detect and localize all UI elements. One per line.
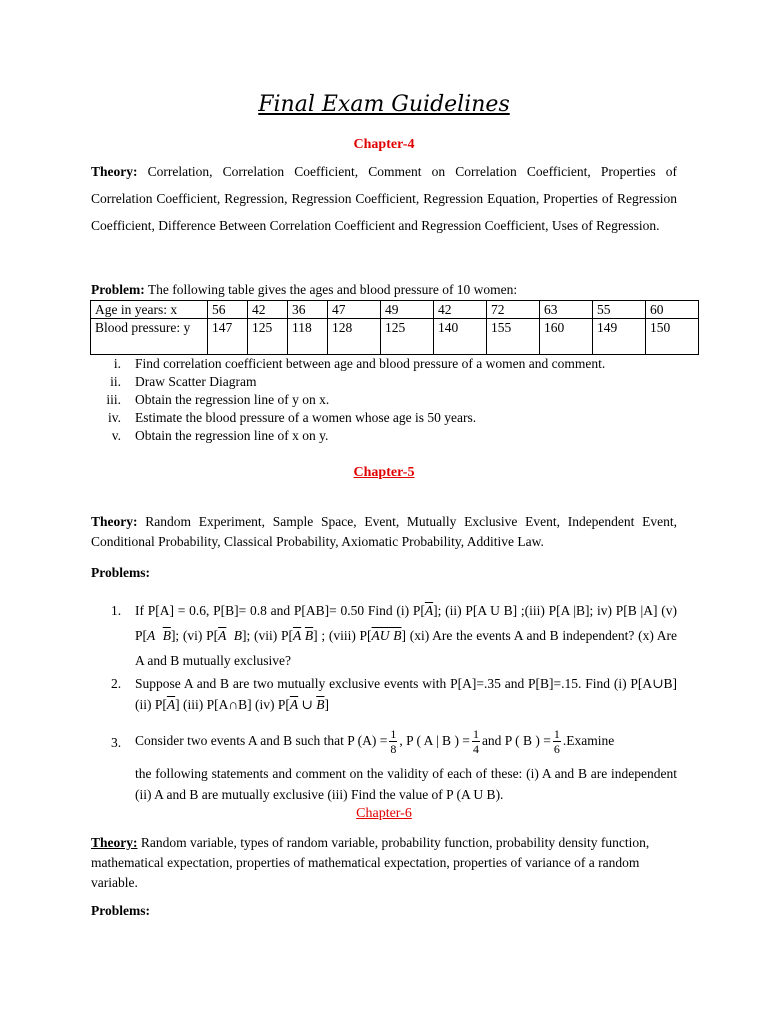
event-symbol: A bbox=[147, 628, 156, 643]
page-title: Final Exam Guidelines bbox=[258, 92, 510, 117]
denominator: 6 bbox=[553, 742, 560, 757]
item-text: Estimate the blood pressure of a women whose age is 50 years. bbox=[135, 410, 477, 425]
list-item bbox=[91, 355, 677, 373]
table-cell: 149 bbox=[593, 319, 646, 355]
age-blood-pressure-table bbox=[90, 300, 699, 355]
denominator: 8 bbox=[390, 742, 397, 757]
chapter-5-heading: Chapter-5 bbox=[353, 465, 415, 480]
theory-label: Theory: bbox=[91, 164, 138, 179]
table-row bbox=[91, 301, 699, 319]
list-item bbox=[91, 598, 677, 673]
complement-symbol: $\overline{A}$ bbox=[424, 603, 434, 618]
item-number: 3. bbox=[111, 735, 122, 750]
theory-text: Random Experiment, Sample Space, Event, Mutually Exclusive Event, Independent Event, Conditional Probability, Classical Probability, Axiomatic Probability, Additive Law. bbox=[91, 514, 678, 549]
theory-text: Random variable, types of random variable, probability function, probability density function, mathematical expectation, properties of mathematical expectation, properties of variance of a random variable. bbox=[91, 835, 650, 890]
complement-symbol: AU B bbox=[371, 628, 402, 643]
list-item bbox=[91, 391, 677, 409]
table-cell: 118 bbox=[288, 319, 328, 355]
problem-text: ] (iii) P[A bbox=[175, 697, 229, 712]
problem-text: ] ; (viii) P[ bbox=[313, 628, 372, 643]
union-symbol: ∪ bbox=[652, 676, 664, 691]
table-cell: 47 bbox=[328, 301, 381, 319]
chapter-4-theory bbox=[91, 158, 677, 239]
table-cell: 63 bbox=[540, 301, 593, 319]
problem-text: B] (iv) P[ bbox=[238, 697, 290, 712]
event-symbol: B bbox=[233, 628, 243, 643]
fraction-one-fourth bbox=[472, 727, 480, 756]
problem-label: Problem: bbox=[91, 282, 145, 297]
table-cell: 125 bbox=[381, 319, 434, 355]
problem-text: ]; (ii) P[A U B] ;(iii) P[A |B]; iv) P[B |A] (v) P[ bbox=[135, 603, 677, 643]
item-number: ii. bbox=[110, 374, 121, 389]
table-cell: 49 bbox=[381, 301, 434, 319]
table-cell: 155 bbox=[487, 319, 540, 355]
chapter-5-theory bbox=[91, 512, 677, 552]
theory-label: Theory: bbox=[91, 514, 138, 529]
table-cell: 42 bbox=[434, 301, 487, 319]
chapter-5-problem-list bbox=[91, 598, 677, 805]
table-cell: 128 bbox=[328, 319, 381, 355]
item-number: 1. bbox=[111, 603, 122, 618]
numerator: 1 bbox=[390, 727, 397, 742]
list-item bbox=[91, 673, 677, 715]
item-number: iii. bbox=[106, 392, 121, 407]
problem-text: Consider two events A and B such that P (A) = bbox=[135, 733, 388, 748]
fraction-one-eighth bbox=[389, 727, 397, 756]
union-symbol: ∪ bbox=[301, 697, 313, 712]
problem-text: .Examine bbox=[562, 733, 615, 748]
table-cell: 147 bbox=[208, 319, 248, 355]
list-item bbox=[91, 373, 677, 391]
item-number: 2. bbox=[111, 676, 122, 691]
chapter-4-heading: Chapter-4 bbox=[353, 137, 415, 152]
item-text bbox=[135, 673, 677, 715]
table-cell: 55 bbox=[593, 301, 646, 319]
table-cell: 56 bbox=[208, 301, 248, 319]
chapter-4-questions bbox=[91, 355, 677, 445]
problem-text: If P[A] = 0.6, P[B]= 0.8 and P[AB]= 0.50 Find (i) P[ bbox=[135, 603, 425, 618]
item-text: Obtain the regression line of y on x. bbox=[135, 392, 330, 407]
numerator: 1 bbox=[472, 727, 479, 742]
problem-text: ] bbox=[324, 697, 329, 712]
item-number: v. bbox=[111, 428, 121, 443]
table-row-label: Blood pressure: y bbox=[91, 319, 208, 355]
problem-text: ] (xi) Are the events A and B independent? (x) Are A and B mutually exclusive? bbox=[135, 628, 678, 668]
numerator: 1 bbox=[553, 727, 560, 742]
theory-text: Correlation, Correlation Coefficient, Comment on Correlation Coefficient, Properties of Correlation Coefficient, Regression, Regression Coefficient, Regression Equation, Properties of Regression Coefficient, Difference Between Correlation Coefficient and Regression Coefficient, Uses of Regression. bbox=[91, 164, 677, 233]
table-cell: 60 bbox=[646, 301, 699, 319]
complement-symbol: $\overline{A}$ bbox=[292, 628, 302, 643]
denominator: 4 bbox=[472, 742, 479, 757]
table-cell: 42 bbox=[248, 301, 288, 319]
chapter-6-theory bbox=[91, 833, 677, 893]
problem-text: , P ( A | B ) = bbox=[399, 733, 470, 748]
table-row-label: Age in years: x bbox=[91, 301, 208, 319]
item-text: Find correlation coefficient between age and blood pressure of a women and comment. bbox=[135, 356, 606, 371]
table-cell: 72 bbox=[487, 301, 540, 319]
complement-symbol: $\overline{A}$ bbox=[289, 697, 299, 712]
complement-symbol: $\overline{A}$ bbox=[166, 697, 176, 712]
problem-text: the following statements and comment on the validity of each of these: (i) A and B are independent (ii) A and B are mutually exclusive (iii) Find the value of P (A U B). bbox=[135, 766, 677, 802]
fraction-one-sixth bbox=[553, 727, 561, 756]
chapter-5-problems-label bbox=[91, 564, 677, 582]
item-number: iv. bbox=[108, 410, 121, 425]
chapter-6-problems-label bbox=[91, 902, 677, 920]
problem-text: B] (ii) P[ bbox=[135, 676, 677, 712]
complement-symbol: $\overline{B}$ bbox=[162, 628, 171, 643]
table-cell: 150 bbox=[646, 319, 699, 355]
item-text bbox=[135, 598, 677, 673]
complement-symbol: $\overline{A}$ bbox=[218, 628, 227, 643]
list-item bbox=[91, 723, 677, 805]
problems-label: Problems: bbox=[91, 903, 150, 918]
table-row bbox=[91, 319, 699, 355]
problem-text: Suppose A and B are two mutually exclusive events with P[A]=.35 and P[B]=.15. Find (i) P[A bbox=[135, 676, 653, 691]
chapter-4-problem bbox=[91, 281, 677, 299]
table-cell: 160 bbox=[540, 319, 593, 355]
chapter-6-heading: Chapter-6 bbox=[356, 806, 412, 821]
complement-symbol: $\overline{B}$ bbox=[304, 628, 314, 643]
table-cell: 125 bbox=[248, 319, 288, 355]
list-item bbox=[91, 427, 677, 445]
item-number: i. bbox=[113, 356, 121, 371]
table-cell: 140 bbox=[434, 319, 487, 355]
table-cell: 36 bbox=[288, 301, 328, 319]
problem-text: The following table gives the ages and blood pressure of 10 women: bbox=[147, 282, 518, 297]
problem-text: ]; (vi) P[ bbox=[170, 628, 219, 643]
problems-label: Problems: bbox=[91, 565, 150, 580]
list-item bbox=[91, 409, 677, 427]
theory-label: Theory: bbox=[91, 835, 138, 850]
problem-text: ]; (vii) P[ bbox=[242, 628, 293, 643]
complement-symbol: $\overline{B}$ bbox=[316, 697, 325, 712]
item-text: Draw Scatter Diagram bbox=[135, 374, 257, 389]
item-text: Obtain the regression line of x on y. bbox=[135, 428, 329, 443]
item-text bbox=[135, 723, 677, 805]
intersection-symbol: ∩ bbox=[228, 697, 239, 712]
problem-text: and P ( B ) = bbox=[481, 733, 551, 748]
